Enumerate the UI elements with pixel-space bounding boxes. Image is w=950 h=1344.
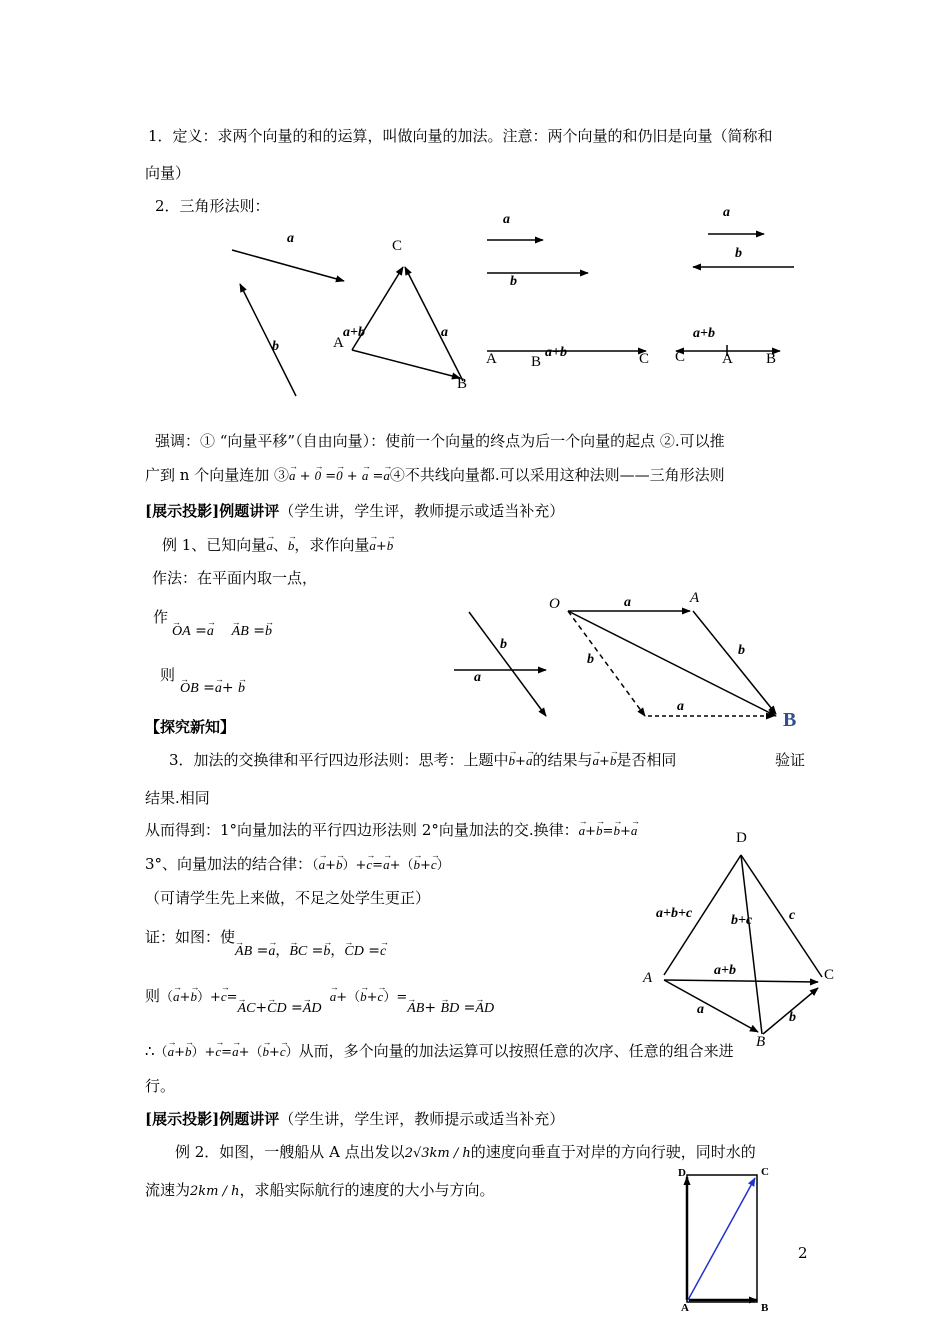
tri-BC-arrow [405, 267, 463, 381]
therefore-text: 从而，多个向量的加法运算可以按照任意的次序、任意的组合来进 [298, 1042, 734, 1060]
emphasis-line2-start: 广到 n 个向量连加 ③ [145, 466, 289, 484]
fig4-point-A: A [681, 1302, 689, 1314]
associative-text: 3°、向量加法的结合律： [145, 855, 313, 873]
example2-mid: 的速度向垂直于对岸的方向行驶，同时水的 [470, 1143, 756, 1161]
show-projection-2-bold: [展示投影]例题讲评 [145, 1110, 280, 1128]
fig1-col-sum: a+b [545, 345, 567, 360]
example2-end: ，求船实际航行的速度的大小与方向。 [239, 1181, 495, 1199]
fig3-b: b [789, 1010, 796, 1025]
fig3-ab: a+b [714, 963, 736, 978]
commutative-mid: 的结果与 [532, 751, 593, 769]
therefore-line: ∴（→ a+→ b）+→ c=→ a+（→ b+→ c）从而，多个向量的加法运算可以按照任意的次序、任意的组合来进 [145, 1041, 734, 1063]
fig2-a: a [474, 670, 481, 685]
proof-text: 证：如图：使 [145, 928, 236, 946]
fig2-point-O: O [549, 596, 560, 612]
dashed-b-arrow [568, 611, 645, 716]
example1-text: 例 1、已知向量→ a、→ b，求作向量→ a+→ b [162, 535, 393, 557]
fig2-b-right: b [738, 643, 745, 658]
example2-line2 [145, 1180, 495, 1202]
explore-heading: 【探究新知】 [145, 718, 236, 736]
fig1-opp-C: C [675, 349, 686, 365]
then-formula: → OB =→ a+ → b [180, 678, 245, 699]
fig2-a-top: a [624, 595, 631, 610]
thus-obtained: 从而得到：1°向量加法的平行四边形法则 2°向量加法的交.换律：→ a+→ b=→ b+→ a [145, 820, 637, 842]
fig4-point-D: D [678, 1167, 686, 1179]
fig3-point-C: C [824, 967, 835, 983]
fig1-label-sum: a+b [343, 325, 365, 340]
student-note: （可请学生先上来做，不足之处学生更正） [145, 889, 431, 907]
fig4-point-C: C [761, 1166, 769, 1178]
show-projection-2 [145, 1109, 564, 1129]
fig3-a: a [697, 1002, 704, 1017]
show-projection-1-note: （学生讲，学生评，教师提示或适当补充） [279, 502, 565, 520]
fig3-point-A: A [643, 970, 653, 986]
fig3-point-D: D [736, 830, 747, 846]
tri-AB-arrow [352, 350, 460, 378]
triangle-rule-heading: 2．三角形法则： [155, 197, 270, 215]
then-label: 则 [160, 666, 176, 684]
then-line: 则（→ a+→ b）+→ c=→ AC+→ CD =→ AD → a+（→ b+→ c）=→ AB+ → BD =→ AD [145, 986, 494, 1008]
verify-label: 验证 [775, 751, 806, 769]
example2-start: 例 2．如图，一艘船从 A 点出发以 [175, 1143, 405, 1161]
fig1-col-B: B [531, 354, 542, 370]
page-number: 2 [798, 1244, 808, 1262]
speed-ship: 2√3km / h [404, 1146, 471, 1161]
construct-label: 作 [153, 608, 169, 626]
fig3-point-B: B [756, 1034, 766, 1050]
definition-line1: 1．定义：求两个向量的和的运算，叫做向量的加法。注意：两个向量的和仍旧是向量（简称和 [148, 127, 773, 145]
fig1-opp-B: B [766, 351, 777, 367]
fig2-point-A: A [690, 590, 700, 606]
then-text: 则 [145, 987, 161, 1005]
fig3-bc: b+c [731, 913, 753, 928]
tetra-AB-arrow [664, 980, 758, 1032]
resultant-arrow [688, 1178, 755, 1300]
fig1-point-A: A [333, 335, 344, 351]
ex1-b-arrow [469, 612, 546, 716]
therefore-end: 行。 [145, 1077, 176, 1095]
proof-line: 证：如图：使→ AB =→ a，→ BC =→ b，→ CD =→ c [145, 927, 386, 949]
result-same: 结果.相同 [145, 789, 210, 807]
example2-flow: 流速为 [145, 1181, 191, 1199]
fig1-col-a: a [503, 212, 510, 227]
fig2-b: b [500, 637, 507, 652]
vector-a-arrow [232, 250, 344, 281]
show-projection-1 [145, 501, 564, 521]
fig4-point-B: B [761, 1302, 769, 1314]
emphasis-line2 [145, 465, 725, 487]
definition-line2: 向量） [145, 164, 191, 182]
fig1-col-b: b [510, 274, 517, 289]
vector-b-arrow [240, 284, 296, 396]
show-projection-1-bold: [展示投影]例题讲评 [145, 502, 280, 520]
emphasis-line1: 强调：① “向量平移”（自由向量）：使前一个向量的终点为后一个向量的起点 ②.可以推 [155, 432, 725, 450]
thus-obtained-text: 从而得到：1°向量加法的平行四边形法则 2°向量加法的交.换律： [145, 821, 579, 839]
OB-arrow [568, 611, 776, 716]
therefore-symbol: ∴ [145, 1042, 155, 1060]
fig1-opp-A: A [722, 351, 733, 367]
fig1-point-C: C [392, 238, 403, 254]
fig2-a-bottom: a [677, 699, 684, 714]
commutative-start: 3．加法的交换律和平行四边形法则：思考：上题中 [169, 751, 509, 769]
fig1-opp-b: b [735, 246, 742, 261]
fig1-col-A: A [486, 351, 497, 367]
fig1-label-b: b [272, 339, 279, 354]
fig2-b-dashed: b [587, 652, 594, 667]
example1-mid: ，求作向量 [294, 536, 370, 554]
zero-identity-formula: → a + → 0 =→ 0 + → a =→ a [289, 469, 390, 484]
fig1-point-B: B [457, 376, 468, 392]
fig3-c: c [789, 908, 796, 923]
commutative-line1: 3．加法的交换律和平行四边形法则：思考：上题中→ b+→ a的结果与→ a+→ b是否相同 [169, 750, 676, 772]
tetra-AC-arrow [664, 980, 818, 982]
fig2-point-B: B [783, 709, 797, 731]
fig1-label-a-side: a [441, 325, 448, 340]
emphasis-line2-end: ④不共线向量都.可以采用这种法则——三角形法则 [389, 466, 725, 484]
example2-line1 [175, 1142, 756, 1164]
fig1-opp-a: a [723, 205, 730, 220]
method-text: 作法：在平面内取一点， [152, 569, 318, 587]
fig1-col-C: C [639, 351, 650, 367]
associative-law: 3°、向量加法的结合律：（→ a+→ b）+→ c=→ a+（→ b+→ c） [145, 854, 450, 876]
construct-formula: → OA =→ a → AB =→ b [172, 621, 272, 642]
fig1-label-a: a [287, 231, 294, 246]
speed-water: 2km / h [190, 1184, 240, 1199]
example1-start: 例 1、已知向量 [162, 536, 267, 554]
fig1-opp-sum: a+b [693, 326, 715, 341]
fig3-abc: a+b+c [656, 906, 693, 921]
AB-arrow [693, 611, 776, 714]
commutative-end: 是否相同 [616, 751, 677, 769]
show-projection-2-note: （学生讲，学生评，教师提示或适当补充） [279, 1110, 565, 1128]
